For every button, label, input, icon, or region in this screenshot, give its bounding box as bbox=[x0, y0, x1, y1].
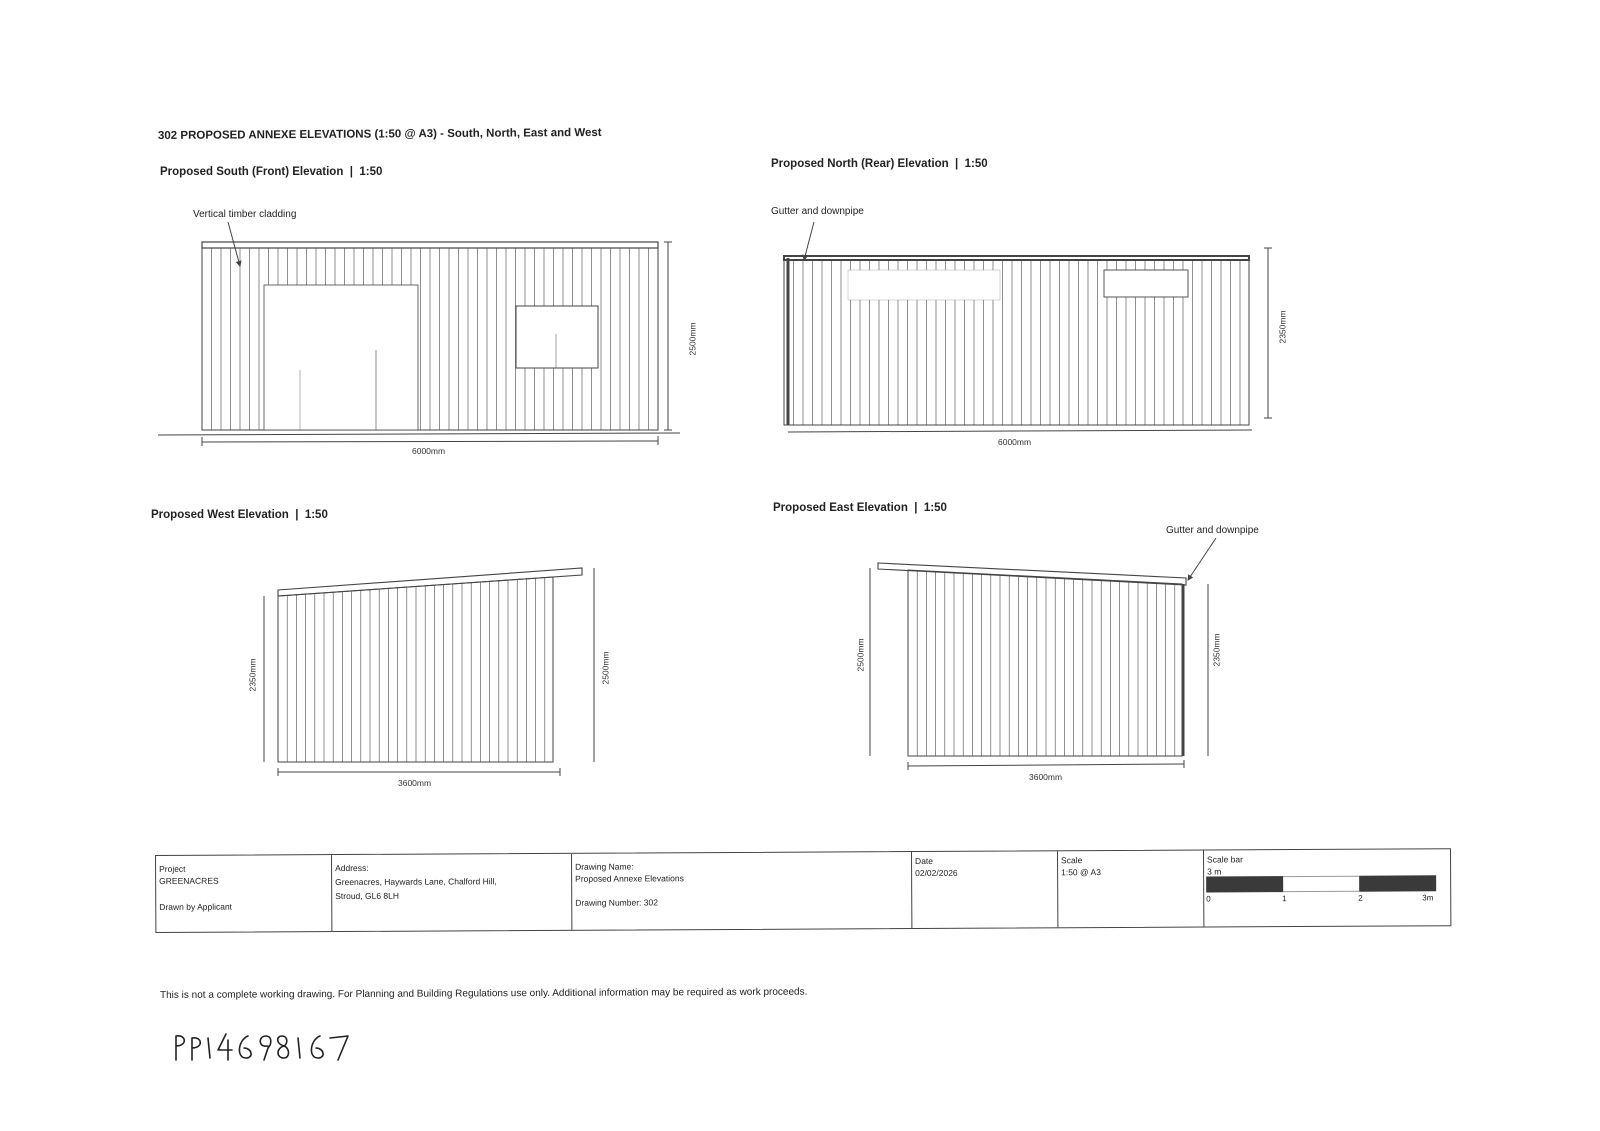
tb-scalebar-cell bbox=[1204, 849, 1448, 926]
scale-bar-segment-2 bbox=[1283, 876, 1359, 892]
tb-date-label: Date bbox=[915, 855, 934, 867]
tb-drawing-name-label: Drawing Name: bbox=[575, 861, 634, 872]
tb-drawing-cell bbox=[572, 852, 912, 930]
tb-project-value: GREENACRES bbox=[159, 875, 219, 886]
tb-scale-label: Scale bbox=[1061, 855, 1083, 866]
east-cladding bbox=[917, 570, 1175, 756]
tb-address-cell bbox=[332, 854, 572, 931]
north-window-right bbox=[1104, 270, 1188, 297]
north-window-left bbox=[848, 270, 1000, 300]
west-left-height-dim: 2350mm bbox=[247, 658, 258, 692]
scale-bar bbox=[1206, 875, 1436, 904]
disclaimer-note: This is not a complete working drawing. For Planning and Building Regulations use only. Additional information may be required as work proceeds. bbox=[159, 986, 808, 1001]
sheet-title: 302 PROPOSED ANNEXE ELEVATIONS (1:50 @ A3) - South, North, East and West bbox=[157, 126, 602, 142]
south-window bbox=[516, 306, 598, 368]
north-height-dim: 2350mm bbox=[1277, 310, 1288, 344]
west-right-height-dim: 2500mm bbox=[600, 651, 611, 685]
tb-project-label: Project bbox=[159, 863, 186, 874]
south-door-opening bbox=[264, 285, 418, 430]
south-cladding-note: Vertical timber cladding bbox=[193, 209, 297, 220]
tb-drawing-number: Drawing Number: 302 bbox=[575, 897, 658, 908]
scale-tick-1: 1 bbox=[1282, 894, 1287, 904]
west-elevation bbox=[264, 568, 594, 776]
west-roof bbox=[278, 568, 582, 596]
south-title-text: Proposed South (Front) Elevation bbox=[160, 166, 344, 178]
south-elevation-title: Proposed South (Front) Elevation | 1:50 bbox=[160, 166, 383, 178]
handwritten-reference bbox=[172, 1030, 362, 1064]
tb-date-value: 02/02/2026 bbox=[915, 867, 958, 879]
east-elevation bbox=[870, 538, 1216, 770]
east-title-text: Proposed East Elevation bbox=[773, 502, 908, 514]
tb-scale-value: 1:50 @ A3 bbox=[1061, 867, 1101, 878]
north-scale: 1:50 bbox=[964, 158, 988, 170]
north-elevation bbox=[784, 222, 1272, 432]
tb-drawing-name-value: Proposed Annexe Elevations bbox=[575, 873, 684, 884]
tb-address-label: Address: bbox=[335, 862, 369, 874]
tb-address-line1: Greenacres, Haywards Lane, Chalford Hill, bbox=[335, 876, 497, 888]
west-scale: 1:50 bbox=[304, 509, 328, 521]
east-left-height-dim: 2500mm bbox=[855, 638, 866, 672]
east-elevation-title: Proposed East Elevation | 1:50 bbox=[773, 502, 947, 514]
title-block bbox=[155, 848, 1451, 933]
west-cladding bbox=[287, 578, 545, 762]
west-width-dim: 3600mm bbox=[398, 778, 432, 788]
scale-tick-0: 0 bbox=[1206, 894, 1211, 904]
east-gutter-note: Gutter and downpipe bbox=[1166, 525, 1259, 536]
tb-scalebar-label: Scale bar bbox=[1207, 854, 1243, 865]
south-scale: 1:50 bbox=[359, 166, 383, 178]
west-elevation-title: Proposed West Elevation | 1:50 bbox=[151, 509, 328, 521]
scale-bar-segment-3 bbox=[1359, 875, 1436, 891]
south-height-dim: 2500mm bbox=[687, 322, 698, 356]
tb-scale-cell bbox=[1058, 851, 1204, 928]
south-elevation bbox=[158, 222, 680, 446]
tb-date-cell bbox=[912, 851, 1058, 928]
tb-project-cell bbox=[156, 855, 332, 932]
scale-tick-3m: 3m bbox=[1422, 893, 1434, 903]
south-width-dim: 6000mm bbox=[412, 446, 446, 456]
west-title-text: Proposed West Elevation bbox=[151, 509, 289, 521]
north-title-text: Proposed North (Rear) Elevation bbox=[771, 158, 949, 170]
scale-bar-segment-1 bbox=[1206, 876, 1283, 892]
east-scale: 1:50 bbox=[923, 502, 947, 514]
tb-drawn-by: Drawn by Applicant bbox=[159, 901, 233, 912]
scale-tick-2: 2 bbox=[1358, 893, 1363, 903]
east-width-dim: 3600mm bbox=[1029, 772, 1063, 782]
tb-scalebar-length: 3 m bbox=[1207, 866, 1222, 877]
north-gutter-note: Gutter and downpipe bbox=[771, 206, 864, 217]
tb-address-line2: Stroud, GL6 8LH bbox=[335, 890, 400, 902]
north-elevation-title: Proposed North (Rear) Elevation | 1:50 bbox=[771, 158, 988, 170]
east-right-height-dim: 2350mm bbox=[1211, 633, 1222, 667]
north-width-dim: 6000mm bbox=[998, 437, 1032, 447]
